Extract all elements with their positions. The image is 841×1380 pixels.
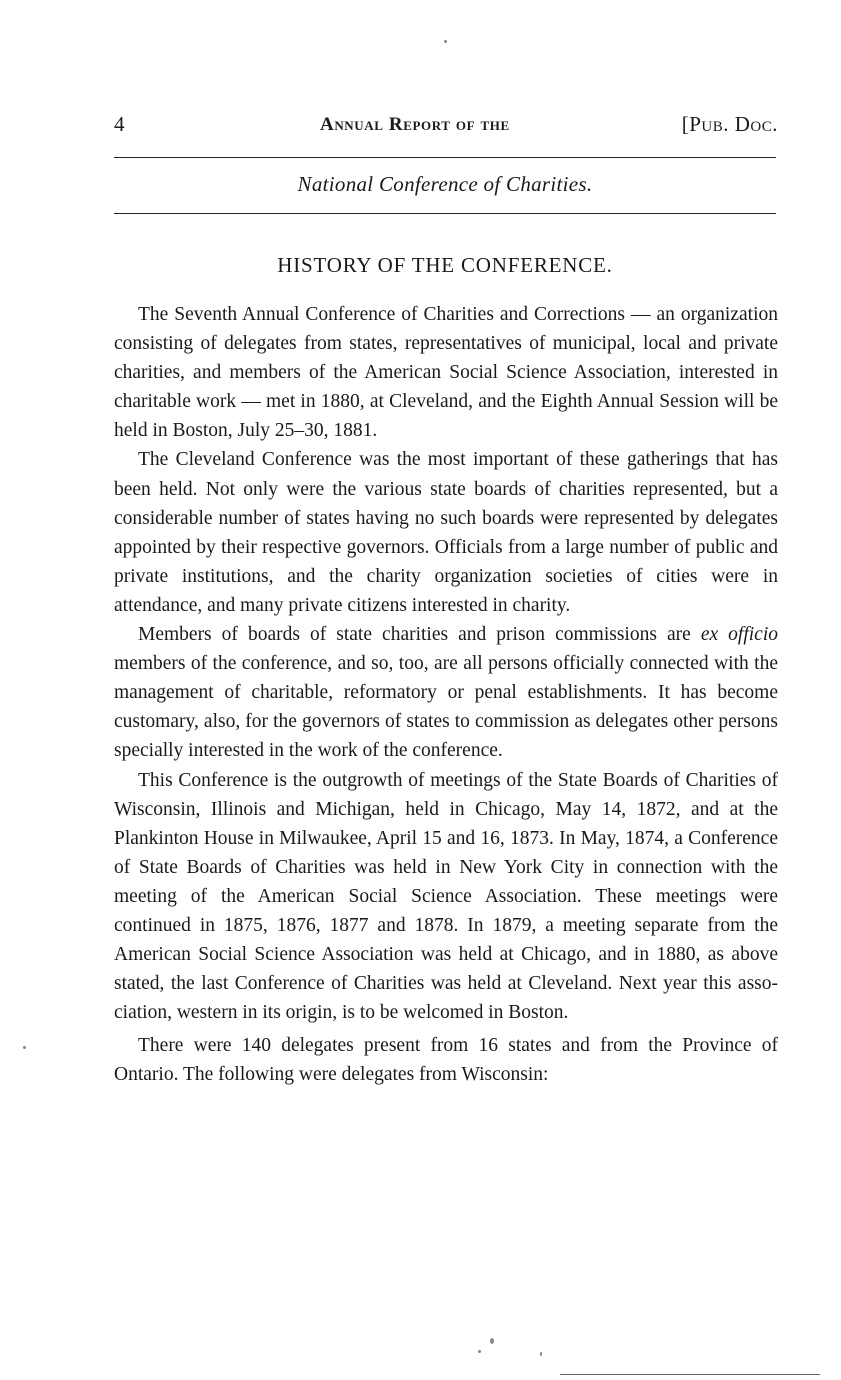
- paragraph-members: [114, 620, 778, 765]
- scan-speck: [444, 40, 447, 43]
- paragraph-delegates: There were 140 delegates present from 16 states and from the Province of Ontario. The following were delegates from Wisconsin:: [114, 1035, 778, 1086]
- page-number: 4: [114, 112, 125, 136]
- members-text-start: Members of boards of state charities and prison commissions are: [138, 624, 701, 646]
- running-head: [114, 112, 778, 138]
- document-type-label: [Pub. Doc.: [681, 112, 778, 136]
- section-heading: National Conference of Charities.: [297, 172, 593, 196]
- paragraph-seventh-conference: The Seventh Annual Conference of Charities and Corrections — an organization consisting of delegates from states, representatives of municipal, local and private charities, and members of the American Social Science Association, interested in charitable work — met in 1880, at Cleveland, and the Eighth Annual Session will be held in Boston, July 25–30, 1881.: [114, 304, 778, 442]
- scan-speck: [490, 1338, 494, 1344]
- scan-speck: [540, 1352, 542, 1356]
- scan-speck: [478, 1350, 481, 1353]
- header-rule-bottom: [114, 213, 776, 214]
- ex-officio-term: ex officio: [700, 624, 778, 646]
- paragraph-cleveland-conference: The Cleveland Conference was the most important of these gatherings that has been held. Not only were the various state boards of charities represented, but a considerable number of states having no such boards were represented by delegates appointed by their respective governors. Officials from a large number of public and private institutions, and the charity organization societies of cities were in attendance, and many private citizens interested in charity.: [114, 449, 778, 616]
- footer-rule: [560, 1374, 820, 1375]
- chapter-title: HISTORY OF THE CONFERENCE.: [277, 253, 613, 277]
- header-rule-top: [114, 157, 776, 158]
- paragraph-origin: This Conference is the outgrowth of meetings of the State Boards of Charities of Wisconsin, Illinois and Michigan, held in Chicago, May 14, 1872, and at the Plankinton House in Milwaukee, April 15 and 16, 1873. In May, 1874, a Conference of State Boards of Charities was held in New York City in connection with the meeting of the American Social Science Association. These meetings were continued in 1875, 1876, 1877 and 1878. In 1879, a meeting separate from the American Social Science Association was held at Chicago, and in 1880, as above stated, the last Conference of Charities was held at Cleveland. Next year this association, western in its origin, is to be welcomed in Boston.: [114, 769, 778, 1024]
- body-text: [114, 300, 778, 1090]
- members-text-end: members of the conference, and so, too, are all persons officially connected with the management of charitable, reformatory or penal establishments. It has become customary, also, for the governors of states to commission as delegates other persons specially interested in the work of the conference.: [114, 653, 778, 762]
- running-title: Annual Report of the: [320, 114, 510, 135]
- scan-speck: [23, 1046, 26, 1049]
